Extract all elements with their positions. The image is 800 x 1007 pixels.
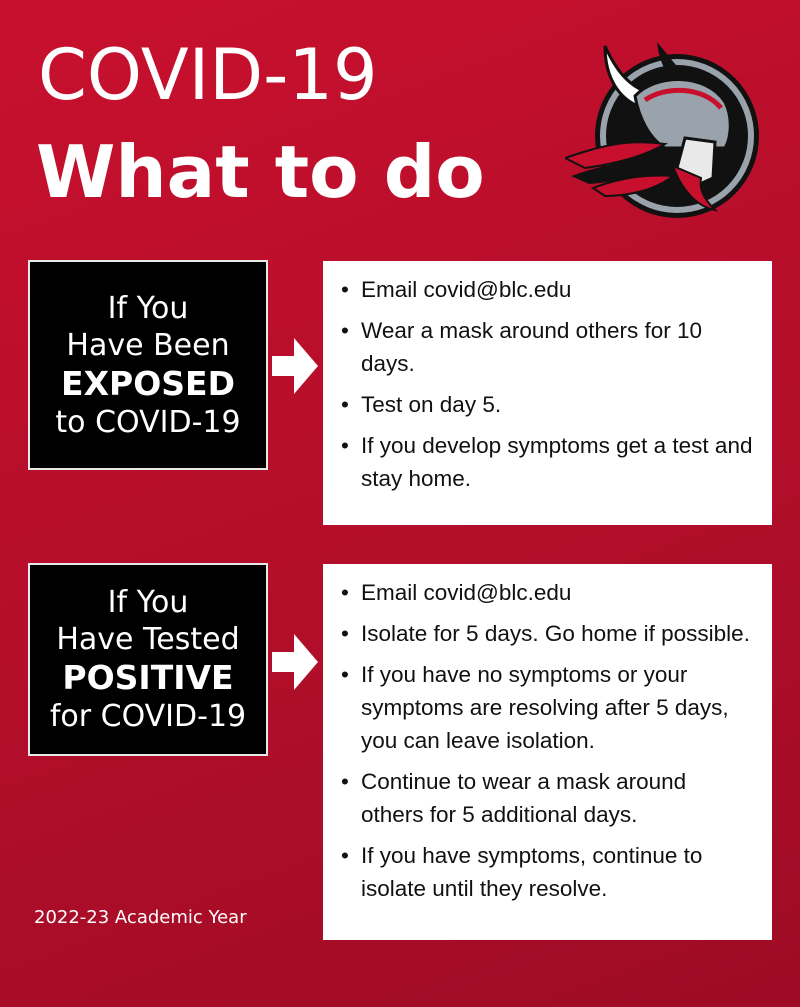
viking-mascot-icon: [565, 38, 765, 223]
positive-label-line-4: for COVID-19: [49, 699, 247, 734]
exposed-instructions: [323, 261, 772, 525]
page-title: COVID-19: [38, 34, 378, 116]
positive-label-line-1: If You: [107, 585, 189, 620]
positive-label-line-2: Have Tested: [56, 622, 240, 657]
list-item: • Test on day 5.: [341, 388, 754, 421]
page-subtitle: What to do: [36, 130, 485, 214]
right-arrow-icon: [270, 336, 320, 396]
list-item: • Email covid@blc.edu: [341, 273, 754, 306]
list-item: • If you develop symptoms get a test and stay home.: [341, 429, 754, 495]
positive-instructions: [323, 564, 772, 940]
list-item: • Wear a mask around others for 10 days.: [341, 314, 754, 380]
list-item: • If you have no symptoms or your symptoms are resolving after 5 days, you can leave isolation.: [341, 658, 754, 757]
exposed-label-box: [28, 260, 268, 470]
positive-label-emphasis: POSITIVE: [62, 658, 234, 697]
list-item: • Isolate for 5 days. Go home if possible.: [341, 617, 754, 650]
positive-label-box: [28, 563, 268, 756]
exposed-label-line-4: to COVID-19: [55, 404, 241, 440]
academic-year-footer: 2022-23 Academic Year: [34, 907, 247, 928]
exposed-label-line-1: If You: [107, 290, 189, 326]
right-arrow-icon: [270, 632, 320, 692]
list-item: • Continue to wear a mask around others for 5 additional days.: [341, 765, 754, 831]
exposed-label-line-2: Have Been: [66, 327, 230, 363]
list-item: • Email covid@blc.edu: [341, 576, 754, 609]
exposed-label-emphasis: EXPOSED: [61, 363, 235, 403]
list-item: • If you have symptoms, continue to isolate until they resolve.: [341, 839, 754, 905]
